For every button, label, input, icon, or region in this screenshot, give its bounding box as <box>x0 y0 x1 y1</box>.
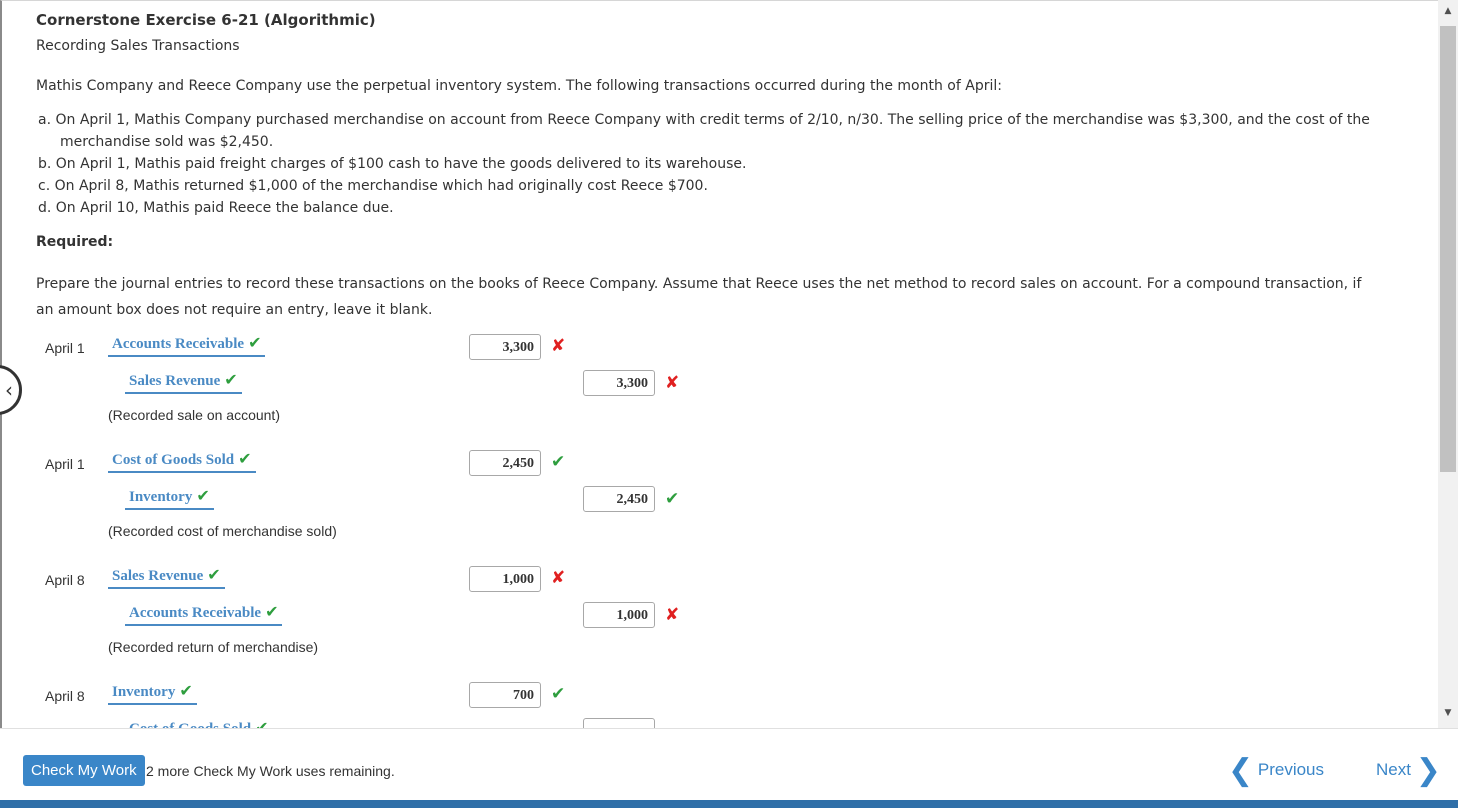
required-heading: Required: <box>36 234 114 250</box>
entry-date: April 8 <box>45 688 85 704</box>
check-icon: ✔ <box>551 684 566 704</box>
entry-memo: (Recorded sale on account) <box>108 407 280 423</box>
debit-amount-input[interactable]: 700 <box>469 682 541 708</box>
transaction-list <box>38 109 1438 219</box>
credit-amount-input[interactable]: 2,450 <box>583 486 655 512</box>
collapse-panel-button[interactable] <box>0 365 22 415</box>
credit-account-select[interactable] <box>125 602 282 626</box>
account-label: Inventory <box>129 489 193 505</box>
next-label: Next <box>1376 760 1411 779</box>
credit-amount-input[interactable]: 3,300 <box>583 370 655 396</box>
debit-account-select[interactable] <box>108 681 197 705</box>
check-icon: ✔ <box>224 370 238 389</box>
check-icon: ✔ <box>551 452 566 472</box>
entry-date: April 1 <box>45 340 85 356</box>
account-label: Sales Revenue <box>129 373 221 389</box>
check-icon: ✔ <box>265 602 279 621</box>
scroll-up-arrow-icon[interactable]: ▲ <box>1444 6 1452 16</box>
previous-label: Previous <box>1257 760 1325 779</box>
account-label: Sales Revenue <box>112 568 204 584</box>
transaction-a: a. On April 1, Mathis Company purchased merchandise on account from Reece Company with credit terms of 2/10, n/30. The selling price of the merchandise was $3,300, and the cost of the merchandise sold was $2,450. <box>38 112 1370 150</box>
bottom-accent-bar <box>0 800 1458 808</box>
debit-amount-input[interactable]: 3,300 <box>469 334 541 360</box>
check-icon: ✔ <box>665 489 680 509</box>
check-icon: ✔ <box>196 486 210 505</box>
x-icon: ✘ <box>551 336 566 356</box>
check-icon: ✔ <box>207 565 221 584</box>
chevron-left-icon: ‹ <box>5 378 13 402</box>
instructions-text: Prepare the journal entries to record these transactions on the books of Reece Company. Assume that Reece uses the net method to record sales on account. For a compound transaction, if an amount box does not require an entry, leave it blank. <box>36 276 1362 318</box>
vertical-scrollbar[interactable] <box>1438 0 1458 728</box>
entry-date: April 1 <box>45 456 85 472</box>
debit-amount-input[interactable]: 2,450 <box>469 450 541 476</box>
account-label: Accounts Receivable <box>112 336 245 352</box>
transaction-c: c. On April 8, Mathis returned $1,000 of the merchandise which had originally cost Reece $700. <box>38 178 708 194</box>
check-icon: ✔ <box>179 681 193 700</box>
scroll-thumb[interactable] <box>1440 26 1456 472</box>
entry-memo: (Recorded cost of merchandise sold) <box>108 523 337 539</box>
entry-memo: (Recorded return of merchandise) <box>108 639 319 655</box>
previous-button[interactable] <box>1228 754 1324 786</box>
credit-amount-input[interactable]: 1,000 <box>583 602 655 628</box>
chevron-left-icon: ❮ <box>1228 752 1254 788</box>
exercise-title: Cornerstone Exercise 6-21 (Algorithmic) <box>36 11 376 29</box>
debit-account-select[interactable] <box>108 449 256 473</box>
x-icon: ✘ <box>665 605 680 625</box>
debit-account-select[interactable] <box>108 333 265 357</box>
account-label: Accounts Receivable <box>129 605 262 621</box>
exercise-subtitle: Recording Sales Transactions <box>36 38 240 54</box>
problem-intro: Mathis Company and Reece Company use the perpetual inventory system. The following transactions occurred during the month of April: <box>36 78 1002 94</box>
check-my-work-button[interactable]: Check My Work <box>23 755 145 786</box>
entry-date: April 8 <box>45 572 85 588</box>
x-icon: ✘ <box>551 568 566 588</box>
check-icon: ✔ <box>238 449 252 468</box>
chevron-right-icon: ❯ <box>1415 752 1441 788</box>
uses-remaining-text: 2 more Check My Work uses remaining. <box>146 763 395 779</box>
account-label: Inventory <box>112 684 176 700</box>
debit-account-select[interactable] <box>108 565 225 589</box>
scroll-down-arrow-icon[interactable]: ▼ <box>1444 708 1452 718</box>
transaction-d: d. On April 10, Mathis paid Reece the balance due. <box>38 200 394 216</box>
account-label: Cost of Goods Sold <box>112 452 235 468</box>
debit-amount-input[interactable]: 1,000 <box>469 566 541 592</box>
x-icon: ✘ <box>665 373 680 393</box>
credit-account-select[interactable] <box>125 370 242 394</box>
credit-account-select[interactable] <box>125 486 214 510</box>
check-icon: ✔ <box>248 333 262 352</box>
transaction-b: b. On April 1, Mathis paid freight charges of $100 cash to have the goods delivered to its warehouse. <box>38 156 747 172</box>
next-button[interactable] <box>1376 754 1441 786</box>
